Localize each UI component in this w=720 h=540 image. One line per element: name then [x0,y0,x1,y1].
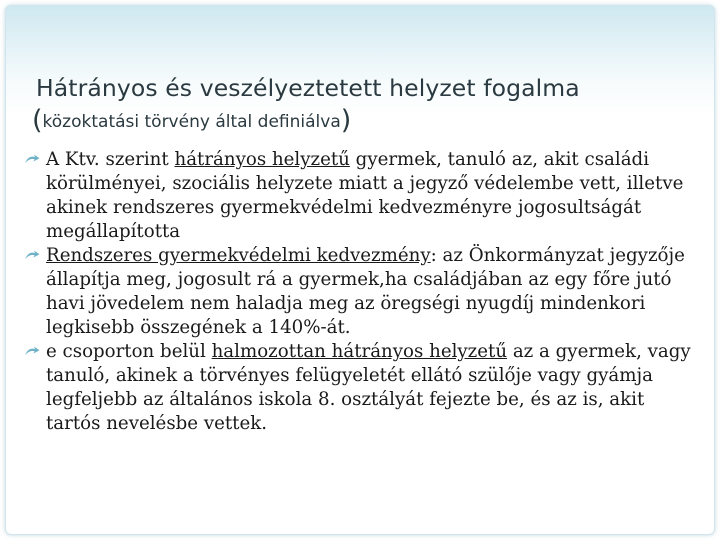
slide-body [24,148,700,436]
bullet-1-pre: A Ktv. szerint [46,149,175,170]
title-subtitle-text: közoktatási törvény által definiálva [42,112,341,132]
slide-title [32,70,696,137]
bullet-item-1 [24,148,700,244]
wave-bullet-icon [24,346,40,357]
bullet-3-post: az a gyermek, vagy tanuló, akinek a törvényes felügyeletét ellátó szülője vagy gyámja legfeljebb az általános iskola 8. osztályát fejezte be, és az is, akit tartós nevelésbe vettek. [46,341,691,434]
wave-bullet-icon [24,154,40,165]
title-main: Hátrányos és veszélyeztetett helyzet fogalma [36,74,580,102]
bullet-item-2 [24,244,700,340]
paren-open: ( [32,105,43,136]
title-subtitle [32,106,696,137]
wave-bullet-icon [24,250,40,261]
bullet-1-post: gyermek, tanuló az, akit családi körülményei, szociális helyzete miatt a jegyző védelembe vett, illetve akinek rendszeres gyermekvédelmi kedvezményre jogosultságát megállapította [46,149,684,242]
bullet-2-post: : az Önkormányzat jegyzője állapítja meg, jogosult rá a gyermek,ha családjában az egy főre jutó havi jövedelem nem haladja meg az öregségi nyugdíj mindenkori legkisebb összegének a 140%-át. [46,245,685,338]
bullet-1-term: hátrányos helyzetű [174,149,350,170]
bullet-2-term: Rendszeres gyermekvédelmi kedvezmény [46,245,431,266]
paren-close: ) [340,105,352,136]
bullet-3-term: halmozottan hátrányos helyzetű [211,341,508,362]
bullet-3-pre: e csoporton belül [46,341,212,362]
bullet-item-3 [24,340,700,436]
